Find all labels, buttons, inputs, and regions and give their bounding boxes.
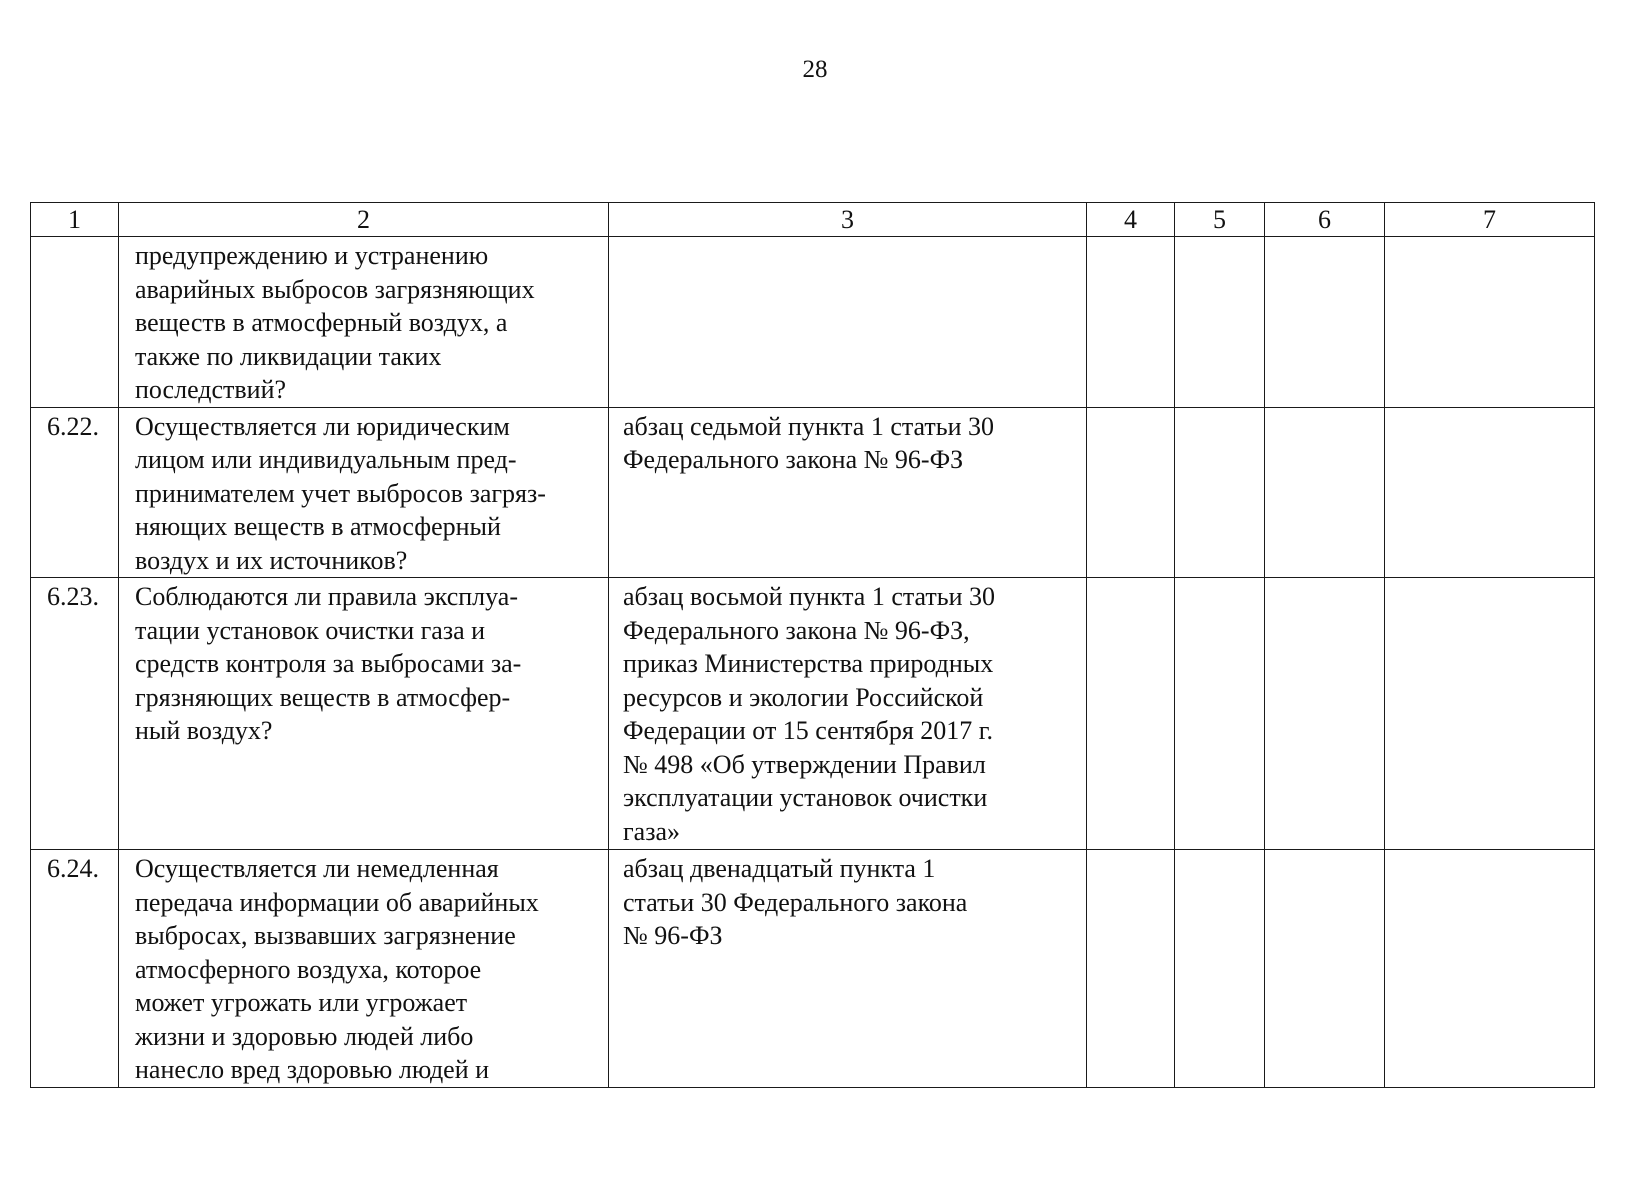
reference-line: газа» xyxy=(623,816,681,846)
column-header-7: 7 xyxy=(1385,203,1595,237)
reference-line: абзац восьмой пункта 1 статьи 30 xyxy=(623,582,996,611)
question-line: Осуществляется ли немедленная xyxy=(135,854,499,883)
question-cell xyxy=(119,237,609,408)
reference-line: Федерального закона № 96-ФЗ, xyxy=(623,615,970,645)
question-cell xyxy=(119,850,609,1088)
table-row xyxy=(31,850,1595,1088)
empty-cell-col-7 xyxy=(1385,237,1595,408)
reference-line: № 96-ФЗ xyxy=(623,921,723,950)
page-number: 28 xyxy=(802,56,828,83)
question-line: аварийных выбросов загрязняющих xyxy=(135,274,535,304)
reference-line: Федерации от 15 сентября 2017 г. xyxy=(623,716,994,745)
table-row xyxy=(31,407,1595,578)
reference-cell xyxy=(609,578,1087,850)
table-row xyxy=(31,237,1595,408)
reference-line: ресурсов и экологии Российской xyxy=(623,682,984,712)
empty-cell-col-4 xyxy=(1087,578,1175,850)
checklist-table xyxy=(30,202,1595,1088)
question-line: Соблюдаются ли правила эксплуа- xyxy=(135,582,519,611)
reference-cell xyxy=(609,850,1087,1088)
reference-line: Федерального закона № 96-ФЗ xyxy=(623,445,964,474)
question-line: тации установок очистки газа и xyxy=(135,615,486,645)
reference-line: абзац двенадцатый пункта 1 xyxy=(623,854,936,883)
question-line: няющих веществ в атмосферный xyxy=(135,512,501,541)
question-cell xyxy=(119,407,609,578)
question-line: атмосферного воздуха, которое xyxy=(135,954,482,984)
reference-line: абзац седьмой пункта 1 статьи 30 xyxy=(623,411,995,441)
empty-cell-col-7 xyxy=(1385,407,1595,578)
row-number: 6.24. xyxy=(31,850,119,1088)
column-header-4: 4 xyxy=(1087,203,1175,237)
question-cell xyxy=(119,578,609,850)
table-header-row xyxy=(31,203,1595,237)
column-header-3: 3 xyxy=(609,203,1087,237)
column-header-6: 6 xyxy=(1265,203,1385,237)
question-line: ный воздух? xyxy=(135,716,273,745)
question-line: жизни и здоровью людей либо xyxy=(135,1021,474,1051)
question-line: нанесло вред здоровью людей и xyxy=(135,1055,490,1084)
question-line: передача информации об аварийных xyxy=(135,887,539,917)
column-header-2: 2 xyxy=(119,203,609,237)
empty-cell-col-5 xyxy=(1175,407,1265,578)
row-number: 6.22. xyxy=(31,407,119,578)
question-line: выбросах, вызвавших загрязнение xyxy=(135,921,516,950)
reference-line: приказ Министерства природных xyxy=(623,649,994,678)
empty-cell-col-5 xyxy=(1175,850,1265,1088)
question-line: принимателем учет выбросов загряз- xyxy=(135,478,546,508)
empty-cell-col-6 xyxy=(1265,850,1385,1088)
row-number xyxy=(31,237,119,408)
reference-line: эксплуатации установок очистки xyxy=(623,783,988,812)
question-line: воздух и их источников? xyxy=(135,545,408,575)
column-header-1: 1 xyxy=(31,203,119,237)
question-line: грязняющих веществ в атмосфер- xyxy=(135,682,511,712)
question-line: веществ в атмосферный воздух, а xyxy=(135,308,508,337)
empty-cell-col-6 xyxy=(1265,578,1385,850)
reference-cell xyxy=(609,407,1087,578)
empty-cell-col-7 xyxy=(1385,850,1595,1088)
question-line: последствий? xyxy=(135,375,287,404)
empty-cell-col-7 xyxy=(1385,578,1595,850)
empty-cell-col-5 xyxy=(1175,578,1265,850)
reference-cell xyxy=(609,237,1087,408)
question-line: может угрожать или угрожает xyxy=(135,988,468,1017)
row-number: 6.23. xyxy=(31,578,119,850)
question-line: средств контроля за выбросами за- xyxy=(135,649,522,678)
reference-line: № 498 «Об утверждении Правил xyxy=(623,749,986,779)
table-row xyxy=(31,578,1595,850)
empty-cell-col-4 xyxy=(1087,407,1175,578)
reference-line: статьи 30 Федерального закона xyxy=(623,887,968,917)
empty-cell-col-6 xyxy=(1265,237,1385,408)
question-line: лицом или индивидуальным пред- xyxy=(135,445,517,474)
empty-cell-col-4 xyxy=(1087,850,1175,1088)
column-header-5: 5 xyxy=(1175,203,1265,237)
empty-cell-col-5 xyxy=(1175,237,1265,408)
question-line: Осуществляется ли юридическим xyxy=(135,411,510,441)
empty-cell-col-6 xyxy=(1265,407,1385,578)
question-line: предупреждению и устранению xyxy=(135,241,489,270)
empty-cell-col-4 xyxy=(1087,237,1175,408)
question-line: также по ликвидации таких xyxy=(135,341,442,371)
